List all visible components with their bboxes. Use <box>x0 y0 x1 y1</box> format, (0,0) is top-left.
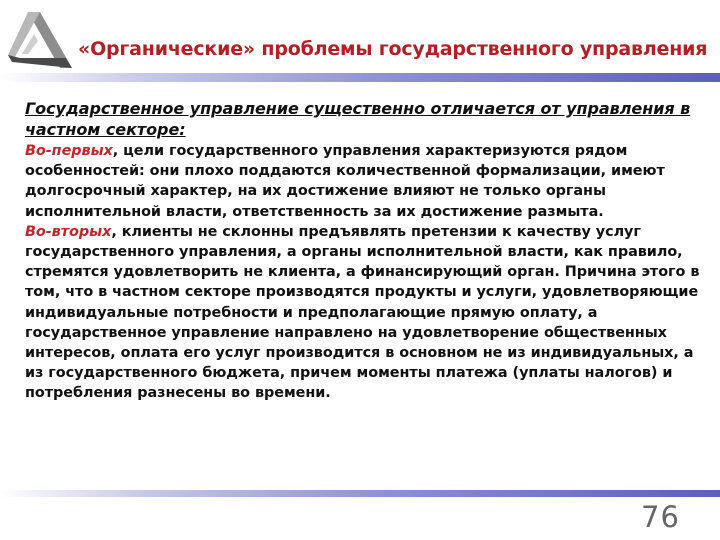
second-point <box>25 222 715 404</box>
page-number: 76 <box>641 500 680 534</box>
bottom-divider-bar <box>0 490 720 497</box>
slide-title: «Органические» проблемы государственного управления <box>78 38 708 60</box>
impossible-triangle-logo-icon <box>6 8 76 74</box>
second-text: , клиенты не склонны предъявлять претензии к качеству услуг государственного управления, а органы исполнительной власти, как правило, стремятся удовлетворить не клиента, а финансирующий орган. Причина этого в том, что в частном секторе производятся продукты и услуги, удовлетворяющие индивидуальные потребности и предполагающие прямую оплату, а государственное управление направлено на удовлетворение общественных интересов, оплата его услуг производится в основном не из индивидуальных, а из государственного бюджета, причем моменты платежа (уплаты налогов) и потребления разнесены во времени. <box>25 223 700 402</box>
first-point <box>25 141 715 222</box>
second-label: Во-вторых <box>25 223 112 240</box>
first-label: Во-первых <box>25 143 113 159</box>
first-text: , цели государственного управления характеризуются рядом особенностей: они плохо поддаются количественной формализации, имеют долгосрочный характер, на их достижение влияют не только органы исполнительной власти, ответственность за их достижение размыта. <box>25 143 665 220</box>
body-heading: Государственное управление существенно отличается от управления в частном секторе: <box>25 99 691 139</box>
slide-body <box>25 98 715 404</box>
top-divider-bar <box>0 73 720 82</box>
